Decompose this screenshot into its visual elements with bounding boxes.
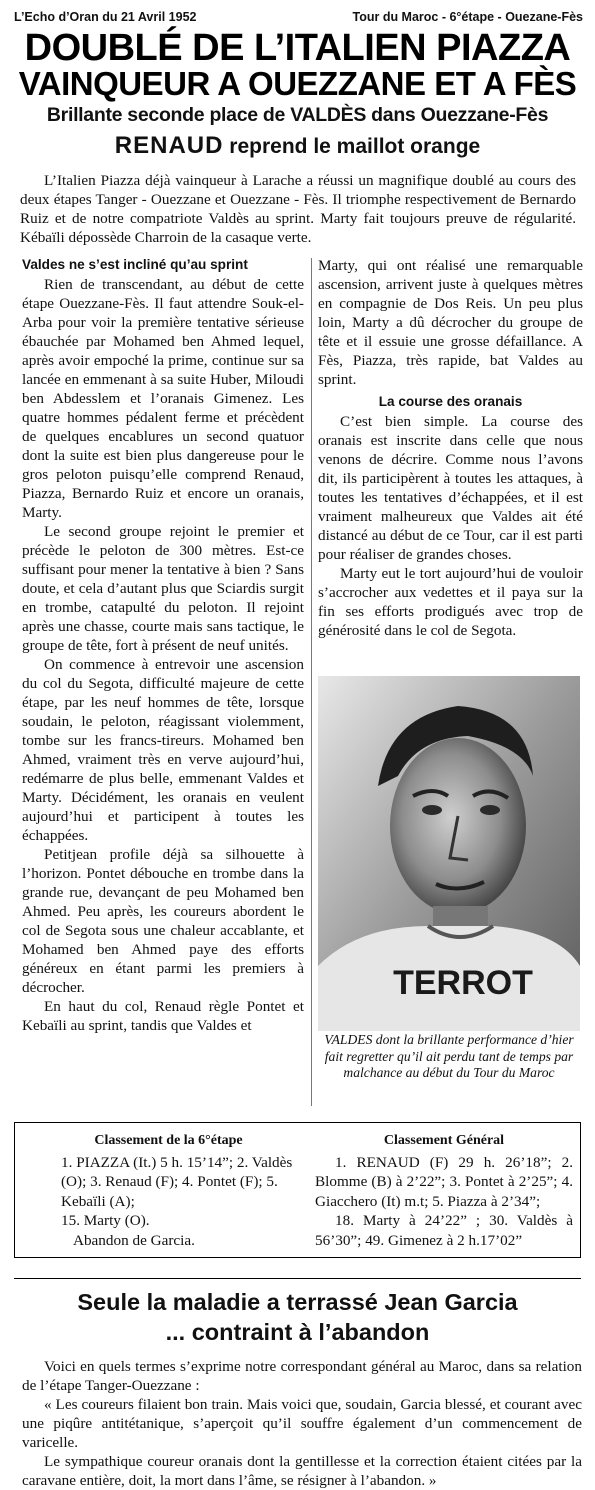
article-paragraph: Le sympathique coureur oranais dont la gentillesse et la correction étaient citées par la caravane entière, doit, la mort dans l’âme, se résigner à l’abandon. »: [22, 1453, 582, 1489]
stage-standings: [41, 1131, 296, 1250]
article-paragraph: Petitjean profile déjà sa silhouette à l’horizon. Pontet débouche en trombe dans la grande rue, devançant de peu Mohamed ben Ahmed. Peu après, les coureurs abordent le col de Segota sous une chaleur accablante, et Mohamed ben Ahmed paye des efforts généreux en étant parmi les premiers à décrocher.: [22, 846, 304, 996]
subheadline-renaud-rest: reprend le maillot orange: [223, 135, 481, 158]
general-standings: [315, 1131, 573, 1250]
subheadline-renaud: [0, 132, 595, 160]
column-divider: [311, 258, 312, 1106]
race-stage-label: Tour du Maroc - 6°étape - Ouezane-Fès: [352, 10, 583, 24]
article-paragraph: Le second groupe rejoint le premier et précède le peloton de 300 mètres. Est-ce suffisant pour mener la tentative à bien ? Sans doute, et cela d’autant plus que Sciardis surgit en trombe, catapulté du peloton. Il rejoint après une chasse, courte mais sans tactique, le groupe de tête, fort à présent de neuf unités.: [22, 523, 304, 654]
standings-line: 1. PIAZZA (It.) 5 h. 15’14”; 2. Valdès (O); 3. Renaud (F); 4. Pontet (F); 5. Kebaïli (A);: [61, 1153, 293, 1210]
garcia-headline-2: ... contraint à l’abandon: [165, 1319, 430, 1345]
standings-line: 1. RENAUD (F) 29 h. 26’18”; 2. Blomme (B) à 2’22”; 3. Pontet à 2’25”; 4. Giacchero (It) m.t; 5. Piazza à 2’34”;: [315, 1153, 573, 1210]
article-paragraph: Rien de transcendant, au début de cette étape Ouezzane-Fès. Il faut attendre Souk-el-Arba pour voir la première tentative sérieuse ébauchée par Mohamed ben Ahmed lequel, après avoir empoché la prime, continue sur sa lancée en emmenant à sa suite Huber, Miloudi ben Abdesslem et l’oranais Gimenez. Les quatre hommes pédalent ferme et précèdent de quelques encablures un second quatuor dont la suite est bien plus dangereuse pour le gros peloton puisqu’elle comprend Renaud, Piazza, Bernardo Ruiz et encore un oranais, Marty.: [22, 276, 304, 521]
standings-line: Abandon de Garcia.: [73, 1231, 195, 1249]
left-column-subhead: Valdes ne s’est incliné qu’au sprint: [22, 257, 248, 272]
article-paragraph: Marty eut le tort aujourd’hui de vouloir s’accrocher aux vedettes et il paya sur la fin ses efforts prodigués avec trop de générosité dans le col de Segota.: [318, 565, 583, 639]
article-paragraph: En haut du col, Renaud règle Pontet et Kebaïli au sprint, tandis que Valdes et: [22, 998, 304, 1034]
intro-paragraph: L’Italien Piazza déjà vainqueur à Larache a réussi un magnifique doublé au cours des deux étapes Tanger - Ouezzane et Ouezzane - Fès. Il triomphe respectivement de Bernardo Ruiz et de notre compatriote Valdès au sprint. Marty fait toujours preuve de régularité. Kébaïli dépossède Charroin de la casaque verte.: [20, 172, 576, 246]
subheadline: Brillante seconde place de VALDÈS dans Ouezzane-Fès: [46, 104, 549, 126]
right-column-subhead: La course des oranais: [378, 394, 523, 409]
garcia-article: [22, 1357, 582, 1490]
article-paragraph: Voici en quels termes s’exprime notre correspondant général au Maroc, dans sa relation de l’étape Tanger-Ouezzane :: [22, 1358, 582, 1394]
headline-line-1: DOUBLÉ DE L’ITALIEN PIAZZA: [24, 27, 571, 69]
garcia-headline-1: Seule la maladie a terrassé Jean Garcia: [77, 1289, 518, 1315]
valdes-photo: [318, 676, 580, 1031]
standings-box: [14, 1122, 581, 1258]
subheadline-renaud-name: RENAUD: [114, 132, 224, 159]
article-paragraph: C’est bien simple. La course des oranais est inscrite dans celle que nous venons de décrire. Comme nous l’avons dit, ils participèrent à toutes les attaques, à toutes les tentatives d’échappées, et il est vraiment malheureux que Valdes ait été distancé au début de ce Tour, car il est parti pour réaliser de grandes choses.: [318, 413, 583, 563]
standings-line: 15. Marty (O).: [61, 1212, 150, 1229]
headline-line-2: VAINQUEUR A OUEZZANE ET A FÈS: [18, 65, 577, 102]
article-continuation: Marty, qui ont réalisé une remarquable ascension, arrivent juste à quelques mètres en compagnie de Dos Reis. Un peu plus loin, Marty a dû décrocher du groupe de tête et il essuie une grosse défaillance. A Fès, Piazza, très rapide, bat Valdes au sprint.: [318, 257, 583, 388]
standings-line: 18. Marty à 24’22” ; 30. Valdès à 56’30”; 49. Gimenez à 2 h.17’02”: [315, 1212, 573, 1249]
general-standings-title: Classement Général: [383, 1133, 505, 1148]
stage-standings-title: Classement de la 6°étape: [94, 1133, 243, 1148]
photo-caption: VALDES dont la brillante performance d’hier fait regretter qu’il ait perdu tant de temps par malchance au début du Tour du Maroc: [324, 1032, 574, 1080]
article-paragraph: « Les coureurs filaient bon train. Mais voici que, soudain, Garcia blessé, et courant avec une piqûre antitétanique, s’aperçoit qu’il souffre également d’un commencement de varicelle.: [22, 1396, 582, 1451]
article-paragraph: On commence à entrevoir une ascension du col du Segota, difficulté majeure de cette étape, par les neuf hommes de tête, lorsque soudain, le peloton, réagissant violemment, tombe sur les francs-tireurs. Mohamed ben Ahmed, vraiment très en verve aujourd’hui, redémarre de plus belle, emmenant Valdes et Marty. Décidément, les oranais en veulent aujourd’hui et participent à toutes les échappées.: [22, 656, 304, 844]
valdes-portrait-image: [318, 676, 580, 1031]
left-column: [22, 256, 304, 1035]
jersey-lettering: TERROT: [393, 964, 533, 1002]
right-column: [318, 256, 583, 640]
section-rule: [14, 1278, 581, 1279]
page-header: [14, 6, 583, 28]
publication-date: L’Echo d’Oran du 21 Avril 1952: [14, 10, 197, 24]
